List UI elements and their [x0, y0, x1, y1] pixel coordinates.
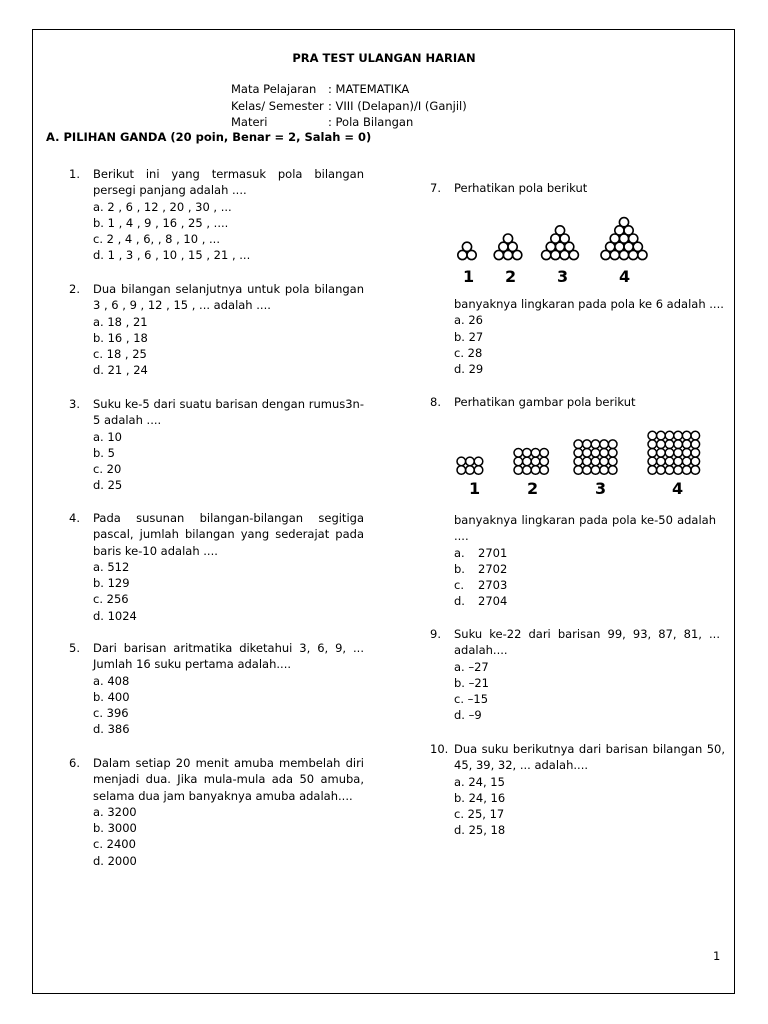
pattern-circle	[691, 431, 700, 440]
option[interactable]: a. 3200	[93, 804, 137, 819]
option[interactable]: c. 25, 17	[454, 807, 505, 822]
option[interactable]: a. 408	[93, 673, 130, 688]
pattern-circle	[608, 440, 617, 449]
pattern-circle	[608, 466, 617, 475]
pattern-circle	[648, 449, 657, 458]
question-6: 6. Dalam setiap 20 menit amuba membelah diri menjadi dua. Jika mula-mula ada 50 amuba, selama dua jam banyaknya amuba adalah.... a. 3200 b. 3000 c. 2400 d. 2000	[69, 756, 364, 868]
option[interactable]: d. 25, 18	[454, 823, 506, 838]
question-5: 5. Dari barisan aritmatika diketahui 3, 6, 9, ... Jumlah 16 suku pertama adalah.... a. 408 b. 400 c. 396 d. 386	[69, 641, 364, 737]
header-meta	[231, 81, 467, 131]
pattern-circle	[674, 449, 683, 458]
pattern-circle	[591, 457, 600, 466]
pattern-circle	[591, 440, 600, 449]
pattern-circle	[591, 449, 600, 458]
pattern-circle	[608, 449, 617, 458]
meta-material: Materi : Pola Bilangan	[231, 115, 414, 129]
pattern-circle	[600, 440, 609, 449]
option[interactable]: d. 1024	[93, 608, 137, 623]
pattern-circle	[514, 457, 523, 466]
question-8: 8. Perhatikan gambar pola berikut	[430, 395, 636, 409]
pattern-circle	[665, 431, 674, 440]
pattern-circle	[583, 440, 592, 449]
pattern-circle	[523, 457, 532, 466]
pattern-circle	[682, 431, 691, 440]
pattern-circle	[583, 466, 592, 475]
pattern-circle	[513, 250, 522, 259]
option[interactable]: b. 2702	[454, 561, 508, 576]
option[interactable]: b. 3000	[93, 821, 137, 836]
page-number: 1	[713, 949, 721, 963]
option[interactable]: a. 2701	[454, 545, 508, 560]
pattern-circle	[648, 431, 657, 440]
pattern-circle	[665, 440, 674, 449]
pattern-circle	[657, 449, 666, 458]
pattern-circle	[610, 250, 619, 259]
pattern-circle	[531, 457, 540, 466]
rectangle-pattern-figure	[452, 424, 722, 500]
question-7-continued: banyaknya lingkaran pada pola ke 6 adalah .... a. 26 b. 27 c. 28 d. 29	[454, 296, 734, 377]
option[interactable]: a. 10	[93, 429, 122, 444]
pattern-circle	[542, 250, 551, 259]
pattern-circle	[523, 449, 532, 458]
meta-class: Kelas/ Semester : VIII (Delapan)/I (Ganjil)	[231, 98, 467, 113]
pattern-circle	[657, 466, 666, 475]
option[interactable]: d. 29	[454, 362, 484, 377]
pattern-circle	[474, 457, 483, 466]
pattern-circle	[619, 250, 628, 259]
option[interactable]: c. –15	[454, 692, 489, 707]
option[interactable]: b. 400	[93, 689, 130, 704]
option[interactable]: a. –27	[454, 659, 489, 674]
pattern-circle	[665, 449, 674, 458]
meta-subject: Mata Pelajaran : MATEMATIKA	[231, 82, 410, 96]
section-heading: A. PILIHAN GANDA (20 poin, Benar = 2, Salah = 0)	[46, 130, 372, 144]
option[interactable]: d. –9	[454, 708, 482, 723]
figure-label: 4	[672, 479, 684, 498]
option[interactable]: a. 2 , 6 , 12 , 20 , 30 , ...	[93, 199, 232, 214]
option[interactable]: b. 5	[93, 445, 115, 460]
pattern-circle	[474, 466, 483, 475]
pattern-circle	[457, 466, 466, 475]
option[interactable]: b. –21	[454, 675, 489, 690]
option[interactable]: d. 2704	[454, 594, 508, 609]
pattern-circle	[514, 449, 523, 458]
pattern-circle	[600, 466, 609, 475]
pattern-circle	[600, 449, 609, 458]
pattern-circle	[657, 431, 666, 440]
pattern-circle	[691, 449, 700, 458]
pattern-circle	[458, 250, 467, 259]
option[interactable]: d. 21 , 24	[93, 363, 148, 378]
figure-label: 2	[527, 479, 539, 498]
page-title: PRA TEST ULANGAN HARIAN	[292, 51, 476, 65]
figure-label: 3	[595, 479, 607, 498]
pattern-circle	[665, 466, 674, 475]
option[interactable]: c. 2400	[93, 837, 136, 852]
pattern-circle	[648, 466, 657, 475]
pattern-circle	[682, 457, 691, 466]
option[interactable]: a. 24, 15	[454, 774, 505, 789]
option[interactable]: b. 16 , 18	[93, 330, 148, 345]
pattern-circle	[583, 457, 592, 466]
option[interactable]: c. 2703	[454, 578, 508, 593]
pattern-circle	[531, 449, 540, 458]
figure-label: 1	[463, 267, 475, 286]
option[interactable]: d. 1 , 3 , 6 , 10 , 15 , 21 , ...	[93, 248, 251, 263]
question-8-continued: banyaknya lingkaran pada pola ke-50 adalah .... a. 2701 b. 2702 c. 2703 d. 2704	[454, 513, 716, 609]
pattern-circle	[591, 466, 600, 475]
option[interactable]: c. 2 , 4 , 6, , 8 , 10 , ...	[93, 232, 220, 247]
pattern-circle	[600, 457, 609, 466]
pattern-circle	[608, 457, 617, 466]
pattern-circle	[503, 250, 512, 259]
pattern-circle	[674, 440, 683, 449]
pattern-circle	[648, 457, 657, 466]
figure-label: 2	[505, 267, 517, 286]
option[interactable]: d. 25	[93, 478, 123, 493]
pattern-circle	[648, 440, 657, 449]
question-2: 2. Dua bilangan selanjutnya untuk pola bilangan 3 , 6 , 9 , 12 , 15 , ... adalah .... a. 18 , 21 b. 16 , 18 c. 18 , 25 d. 21 , 24	[69, 282, 364, 378]
pattern-circle	[457, 457, 466, 466]
option[interactable]: b. 27	[454, 329, 484, 344]
triangle-pattern-figure	[450, 208, 660, 288]
pattern-circle	[540, 449, 549, 458]
pattern-circle	[657, 440, 666, 449]
pattern-circle	[682, 440, 691, 449]
pattern-circle	[540, 457, 549, 466]
option[interactable]: d. 2000	[93, 853, 137, 868]
pattern-circle	[494, 250, 503, 259]
option[interactable]: c. 18 , 25	[93, 347, 147, 362]
question-4: 4. Pada susunan bilangan-bilangan segitiga pascal, jumlah bilangan yang sederajat pada baris ke-10 adalah .... a. 512 b. 129 c. 256 d. 1024	[69, 511, 364, 623]
pattern-circle	[691, 440, 700, 449]
pattern-circle	[665, 457, 674, 466]
question-7: 7. Perhatikan pola berikut	[430, 181, 588, 195]
figure-label: 3	[557, 267, 569, 286]
pattern-circle	[569, 250, 578, 259]
pattern-circle	[466, 457, 475, 466]
pattern-circle	[574, 466, 583, 475]
pattern-circle	[682, 449, 691, 458]
figure-label: 4	[619, 267, 631, 286]
option[interactable]: a. 26	[454, 313, 483, 328]
pattern-circle	[691, 457, 700, 466]
pattern-circle	[540, 466, 549, 475]
pattern-circle	[574, 457, 583, 466]
option[interactable]: c. 396	[93, 706, 129, 721]
pattern-circle	[583, 449, 592, 458]
pattern-circle	[657, 457, 666, 466]
option[interactable]: a. 18 , 21	[93, 314, 148, 329]
pattern-circle	[467, 250, 476, 259]
pattern-circle	[601, 250, 610, 259]
pattern-circle	[674, 457, 683, 466]
option[interactable]: b. 1 , 4 , 9 , 16 , 25 , ....	[93, 215, 229, 230]
question-10: 10. Dua suku berikutnya dari barisan bilangan 50, 45, 39, 32, ... adalah.... a. 24, 15 b. 24, 16 c. 25, 17 d. 25, 18	[430, 742, 725, 838]
pattern-circle	[682, 466, 691, 475]
option[interactable]: c. 20	[93, 462, 122, 477]
pattern-circle	[531, 466, 540, 475]
pattern-circle	[514, 466, 523, 475]
option[interactable]: b. 24, 16	[454, 790, 506, 805]
option[interactable]: b. 129	[93, 576, 130, 591]
pattern-circle	[674, 431, 683, 440]
pattern-circle	[523, 466, 532, 475]
pattern-circle	[674, 466, 683, 475]
question-9: 9. Suku ke-22 dari barisan 99, 93, 87, 81, ... adalah.... a. –27 b. –21 c. –15 d. –9	[430, 627, 720, 723]
pattern-circle	[574, 440, 583, 449]
pattern-circle	[629, 250, 638, 259]
pattern-circle	[691, 466, 700, 475]
question-3: 3. Suku ke-5 dari suatu barisan dengan rumus3n-5 adalah .... a. 10 b. 5 c. 20 d. 25	[69, 397, 364, 493]
pattern-circle	[560, 250, 569, 259]
pattern-circle	[466, 466, 475, 475]
pattern-circle	[574, 449, 583, 458]
option[interactable]: c. 256	[93, 592, 129, 607]
option[interactable]: c. 28	[454, 345, 483, 360]
option[interactable]: d. 386	[93, 722, 130, 737]
figure-label: 1	[469, 479, 481, 498]
pattern-circle	[551, 250, 560, 259]
option[interactable]: a. 512	[93, 559, 130, 574]
pattern-circle	[638, 250, 647, 259]
question-1: 1. Berikut ini yang termasuk pola bilangan persegi panjang adalah .... a. 2 , 6 , 12 , 20 , 30 , ... b. 1 , 4 , 9 , 16 , 25 , .... c. 2 , 4 , 6, , 8 , 10 , ... d. 1 , 3 , 6 , 10 , 15 , 21 , ...	[69, 167, 364, 263]
